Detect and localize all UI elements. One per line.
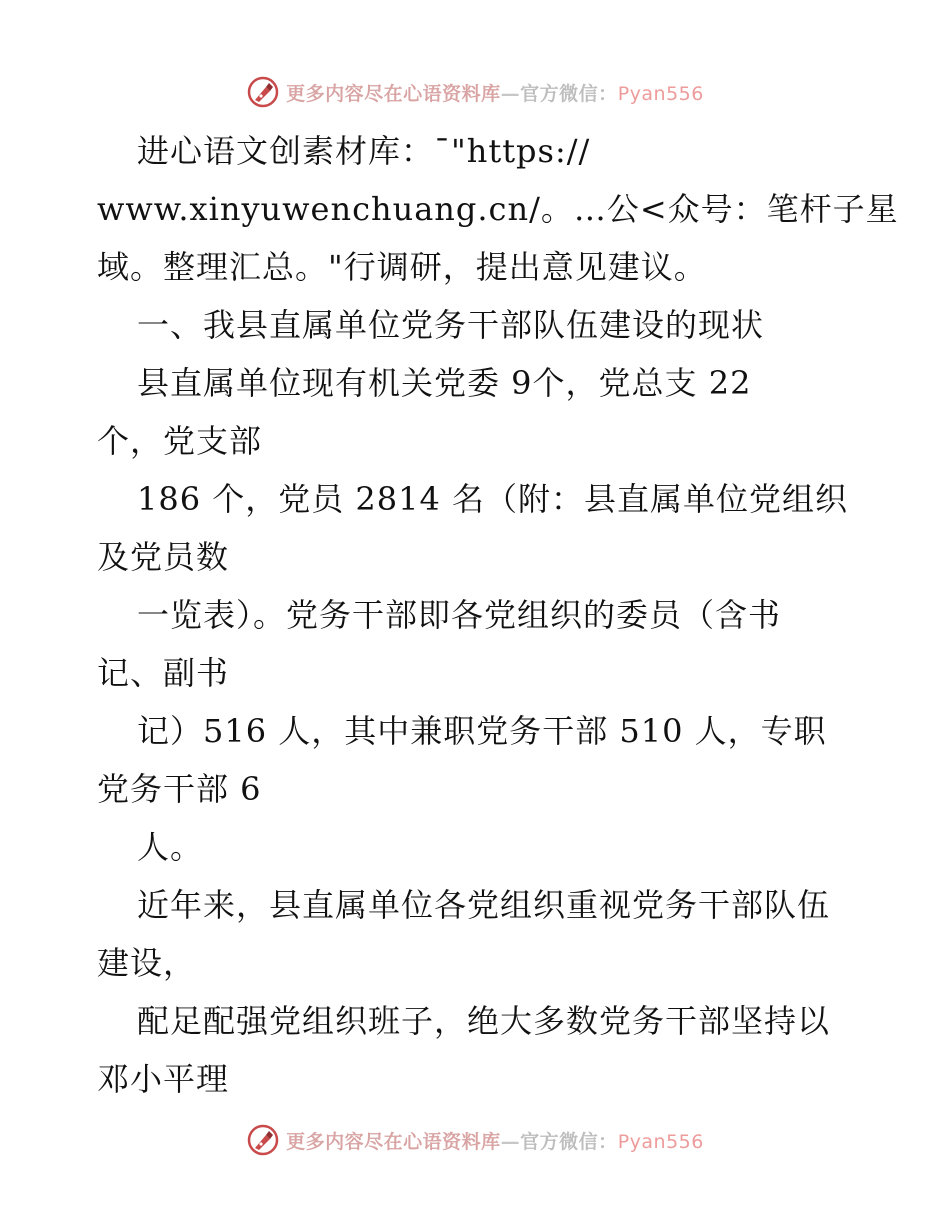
body-line: 域。整理汇总。"行调研，提出意见建议。 — [97, 248, 707, 286]
body-line: 邓小平理 — [97, 1060, 230, 1098]
body-line: www.xinyuwenchuang.cn/。…公<众号：笔杆子星 — [97, 190, 899, 228]
watermark-main-text: 更多内容尽在心语资料库 — [286, 1130, 501, 1153]
body-line: 县直属单位现有机关党委 9个，党总支 22 — [137, 364, 752, 402]
document-body — [97, 122, 899, 1108]
watermark-wechat-label: 官方微信： — [520, 82, 618, 105]
body-line: 一览表）。党务干部即各党组织的委员（含书 — [137, 596, 782, 634]
body-line: 进心语文创素材库：¯"https:// — [137, 132, 591, 170]
watermark-separator: — — [500, 82, 521, 105]
body-line: 记）516 人，其中兼职党务干部 510 人，专职 — [137, 712, 827, 750]
body-line: 记、副书 — [97, 654, 230, 692]
body-line: 人。 — [137, 828, 204, 866]
watermark-wechat-label: 官方微信： — [520, 1130, 618, 1153]
footer-watermark — [0, 1118, 950, 1162]
section-heading: 一、我县直属单位党务干部队伍建设的现状 — [137, 306, 765, 344]
pen-nib-logo-icon — [246, 1123, 280, 1157]
body-line: 党务干部 6 — [97, 770, 262, 808]
watermark-wechat-id: Pyan556 — [617, 1130, 704, 1153]
body-line: 及党员数 — [97, 538, 230, 576]
watermark-separator: — — [500, 1130, 521, 1153]
body-line: 建设， — [97, 944, 197, 982]
body-line: 近年来，县直属单位各党组织重视党务干部队伍 — [137, 886, 831, 924]
body-line: 186 个，党员 2814 名（附：县直属单位党组织 — [137, 480, 849, 518]
body-line: 个，党支部 — [97, 422, 263, 460]
watermark-main-text: 更多内容尽在心语资料库 — [286, 82, 501, 105]
header-watermark — [0, 70, 950, 114]
body-line: 配足配强党组织班子，绝大多数党务干部坚持以 — [137, 1002, 831, 1040]
watermark-wechat-id: Pyan556 — [617, 82, 704, 105]
pen-nib-logo-icon — [246, 75, 280, 109]
